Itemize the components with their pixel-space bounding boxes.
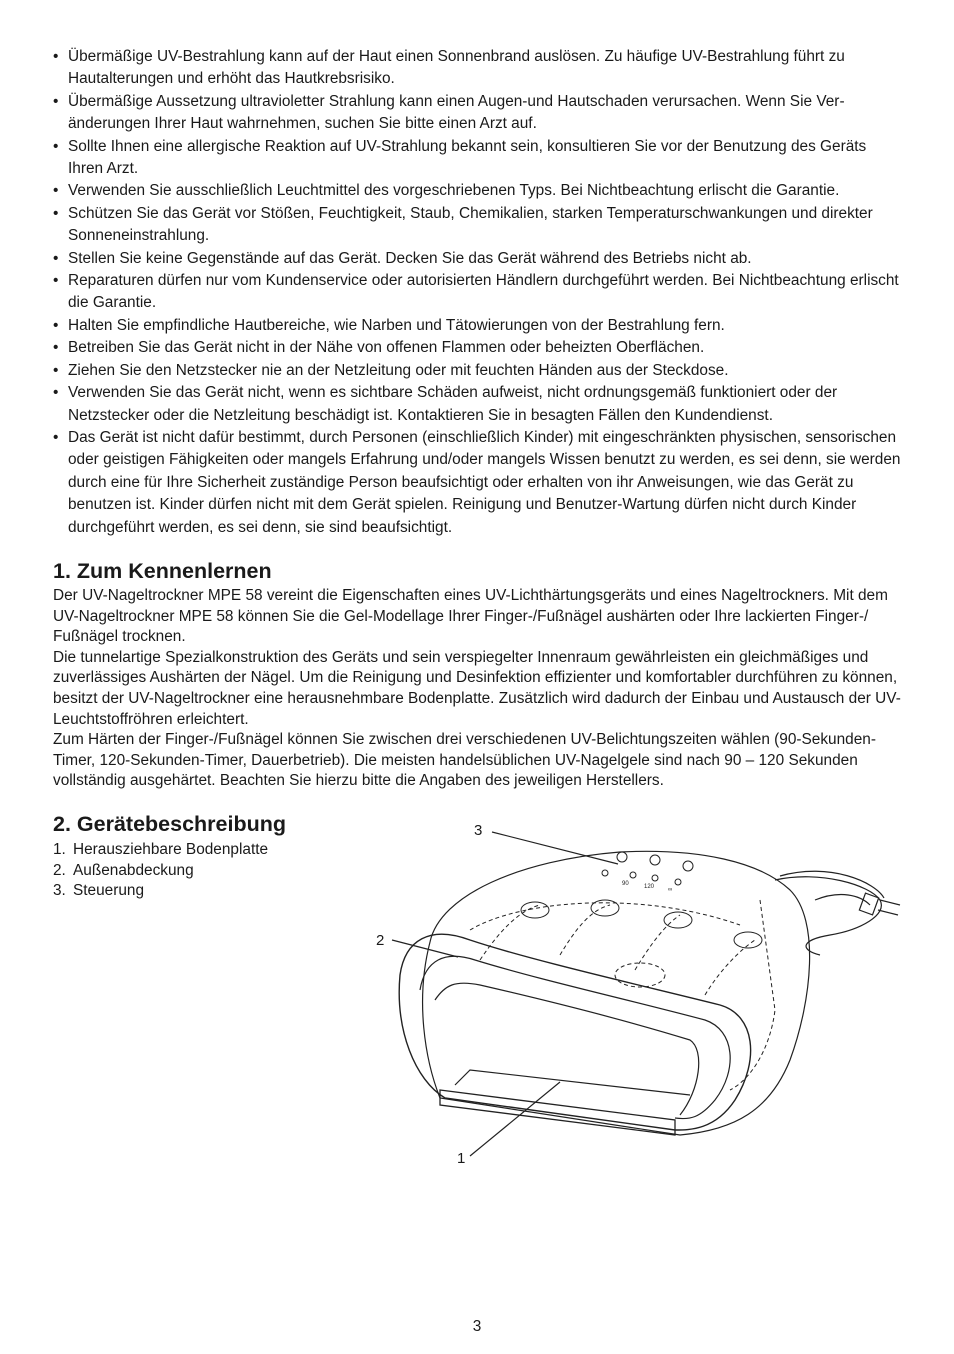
safety-bullet: • Betreiben Sie das Gerät nicht in der Nähe von offenen Flammen oder beheizten Oberflächen. [53,337,903,359]
safety-bullet: • Reparaturen dürfen nur vom Kundenservice oder autorisierten Händlern durchgeführt werden. Bei Nichtbeachtung erlischt die Garantie. [53,270,903,315]
callout-1: 1 [457,1150,466,1167]
safety-bullet: • Übermäßige Aussetzung ultravioletter Strahlung kann einen Augen-und Hautschaden verursachen. Wenn Sie Veränderungen Ihrer Haut wahrnehmen, suchen Sie bitte einen Arzt auf. [53,91,903,136]
part-number: 3. [53,882,66,899]
parts-list [53,840,268,902]
safety-bullet: • Schützen Sie das Gerät vor Stößen, Feuchtigkeit, Staub, Chemikalien, starken Temperaturschwankungen und direkter Sonneneinstrahlung. [53,203,903,248]
safety-bullet: • Verwenden Sie ausschließlich Leuchtmittel des vorgeschriebenen Typs. Bei Nichtbeachtung erlischt die Garantie. [53,180,903,202]
parts-list-item [53,881,268,902]
lamp-heads [521,900,762,948]
part-number: 2. [53,861,66,879]
safety-bullet: • Übermäßige UV-Bestrahlung kann auf der Haut einen Sonnenbrand auslösen. Zu häufige UV-Bestrahlung führt zu Hautalterungen und erhöht das Hautkrebsrisiko. [53,46,903,91]
timer-continuous-label: ∞ [668,887,673,893]
part-number: 1. [53,841,66,858]
power-cord-icon [775,871,900,955]
timer-120-label: 120 [644,884,655,890]
section-heading-description: 2. Gerätebeschreibung [53,812,286,836]
page-number: 3 [472,1318,482,1335]
outer-cover-outline [423,851,810,1135]
part-label: Herausziehbare Bodenplatte [73,841,269,858]
intro-text [53,586,905,792]
intro-paragraph: Zum Härten der Finger-/Fußnägel können Sie zwischen drei verschiedenen UV-Belichtungszeiten wählen (90-Sekunden-Timer, 120-Sekunden-Timer, Dauerbetrieb). Die meisten handelsüblichen UV-Nagelgele sind nach 90 – 120 Sekunden vollständig ausgehärtet. Beachten Sie hierzu bitte die Angaben des jeweiligen Herstellers. [53,731,876,790]
safety-bullet: • Sollte Ihnen eine allergische Reaktion auf UV-Strahlung bekannt sein, konsultieren Sie vor der Benutzung des Geräts Ihren Arzt. [53,136,903,181]
intro-paragraph: Der UV-Nageltrockner MPE 58 vereint die Eigenschaften eines UV-Lichthärtungsgeräts und eines Nageltrockners. Mit dem UV-Nageltrockner MPE 58 können Sie die Gel-Modellage Ihrer Finger-/Fußnägel aushärten oder Ihre lackierten Finger-/ Fußnägel trocknen. [53,587,888,646]
safety-bullet: • Ziehen Sie den Netzstecker nie an der Netzleitung oder mit feuchten Händen aus der Steckdose. [53,360,903,382]
lamp-icon [683,861,693,871]
leader-line-2 [392,940,458,957]
front-rim-outline [399,934,750,1130]
timer-90-label: 90 [622,881,629,887]
leader-line-3 [492,832,618,864]
part-label: Außenabdeckung [73,861,194,879]
part-label: Steuerung [73,882,145,899]
callout-2: 2 [376,932,385,949]
uv-lamps-dashed [470,900,775,1090]
safety-bullet: • Halten Sie empfindliche Hautbereiche, wie Narben und Tätowierungen von der Bestrahlung fern. [53,315,903,337]
callout-3: 3 [474,822,483,839]
parts-list-item [53,861,268,882]
uv-nail-dryer-illustration [360,820,920,1160]
safety-bullet: • Stellen Sie keine Gegenstände auf das Gerät. Decken Sie das Gerät während des Betriebs nicht ab. [53,248,903,270]
safety-bullet: • Verwenden Sie das Gerät nicht, wenn es sichtbare Schäden aufweist, nicht ordnungsgemäß funktioniert oder der Netzstecker oder die Netzleitung beschädigt ist. Kontaktieren Sie in besagten Fällen den Kundendienst. [53,382,903,427]
safety-instructions-list [53,46,903,539]
parts-list-item [53,840,268,861]
intro-paragraph: Die tunnelartige Spezialkonstruktion des Geräts und sein verspiegelter Innenraum gewährleisten ein gleichmäßiges und zuverlässiges Aushärten der Nägel. Um die Reinigung und Desinfektion effizienter und komfortabler durchführen zu können, besitzt der UV-Nageltrockner eine herausnehmbare Bodenplatte. Zusätzlich wird dadurch der Einbau und Austausch der UV-Leuchtstoffröhren erleichtert. [53,648,901,728]
section-heading-intro: 1. Zum Kennenlernen [53,559,272,583]
control-panel [602,852,693,885]
safety-bullet: • Das Gerät ist nicht dafür bestimmt, durch Personen (einschließlich Kinder) mit eingeschränkten physischen, sensorischen oder geistigen Fähigkeiten oder mangels Erfahrung und/oder mangels Wissen benutzt zu werden, es sei denn, sie werden durch eine für Ihre Sicherheit zuständige Person beaufsichtigt oder erhalten von ihr Anweisungen, wie das Gerät zu benutzen ist. Kinder dürfen nicht mit dem Gerät spielen. Reinigung und Benutzer-Wartung dürfen nicht durch Kinder durchgeführt werden, es sei denn, sie sind beaufsichtigt. [53,427,903,539]
power-icon [617,852,627,862]
fan-icon [650,855,660,865]
